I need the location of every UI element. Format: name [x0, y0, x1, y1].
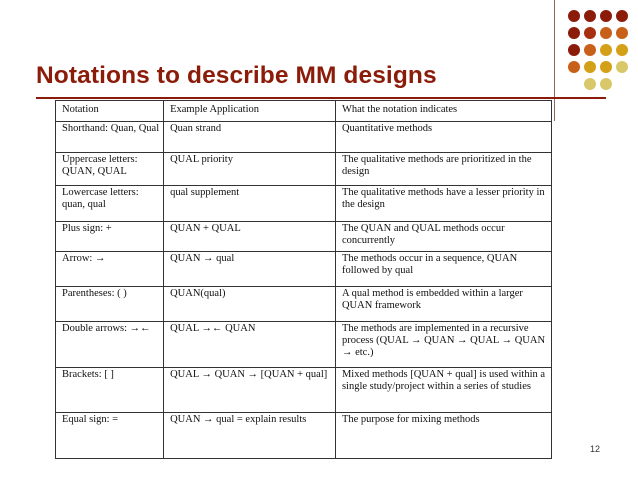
cell-meaning: Quantitative methods [335, 122, 551, 153]
cell-meaning: The methods are implemented in a recursive process (QUAL → QUAN → QUAL → QUAN → etc.) [335, 322, 551, 368]
table-row [56, 153, 552, 186]
header-notation: Notation [56, 101, 164, 122]
table-row [56, 122, 552, 153]
cell-notation: Shorthand: Quan, Qual [56, 122, 164, 153]
cell-notation: Brackets: [ ] [56, 368, 164, 413]
table-row [56, 287, 552, 322]
dot [600, 78, 612, 90]
vertical-divider [554, 0, 555, 121]
dot [584, 78, 596, 90]
cell-example: QUAL priority [164, 153, 336, 186]
table-row [56, 322, 552, 368]
cell-notation: Uppercase letters: QUAN, QUAL [56, 153, 164, 186]
notation-table [55, 100, 552, 459]
cell-meaning: The qualitative methods have a lesser priority in the design [335, 186, 551, 222]
dot [600, 61, 612, 73]
table-row [56, 186, 552, 222]
cell-notation: Parentheses: ( ) [56, 287, 164, 322]
table-header-row [56, 101, 552, 122]
table-row [56, 222, 552, 252]
title-underline [36, 97, 606, 99]
dot [616, 10, 628, 22]
dot [568, 61, 580, 73]
cell-example: QUAN(qual) [164, 287, 336, 322]
dot [584, 61, 596, 73]
notation-table-container [55, 100, 552, 457]
cell-meaning: The methods occur in a sequence, QUAN followed by qual [335, 252, 551, 287]
cell-meaning: A qual method is embedded within a larger QUAN framework [335, 287, 551, 322]
table-row [56, 252, 552, 287]
cell-meaning: The QUAN and QUAL methods occur concurrently [335, 222, 551, 252]
cell-example: QUAL → QUAN → [QUAN + qual] [164, 368, 336, 413]
dot [584, 10, 596, 22]
cell-example: QUAN → qual = explain results [164, 413, 336, 459]
page-number: 12 [590, 444, 601, 454]
table-row [56, 368, 552, 413]
cell-notation: Plus sign: + [56, 222, 164, 252]
table-row [56, 413, 552, 459]
dot [568, 27, 580, 39]
dot [600, 44, 612, 56]
cell-example: QUAN → qual [164, 252, 336, 287]
dot [616, 44, 628, 56]
dot [616, 61, 628, 73]
dot [584, 44, 596, 56]
cell-meaning: The purpose for mixing methods [335, 413, 551, 459]
decorative-dots [568, 10, 638, 95]
cell-example: qual supplement [164, 186, 336, 222]
header-example: Example Application [164, 101, 336, 122]
cell-example: Quan strand [164, 122, 336, 153]
cell-example: QUAL →← QUAN [164, 322, 336, 368]
cell-notation: Equal sign: = [56, 413, 164, 459]
dot [568, 44, 580, 56]
dot [600, 10, 612, 22]
cell-example: QUAN + QUAL [164, 222, 336, 252]
cell-meaning: Mixed methods [QUAN + qual] is used within a single study/project within a series of studies [335, 368, 551, 413]
dot [568, 10, 580, 22]
slide-title: Notations to describe MM designs [36, 62, 437, 89]
header-meaning: What the notation indicates [335, 101, 551, 122]
dot [584, 27, 596, 39]
cell-meaning: The qualitative methods are prioritized in the design [335, 153, 551, 186]
cell-notation: Double arrows: →← [56, 322, 164, 368]
cell-notation: Arrow: → [56, 252, 164, 287]
dot [600, 27, 612, 39]
cell-notation: Lowercase letters: quan, qual [56, 186, 164, 222]
dot [616, 27, 628, 39]
